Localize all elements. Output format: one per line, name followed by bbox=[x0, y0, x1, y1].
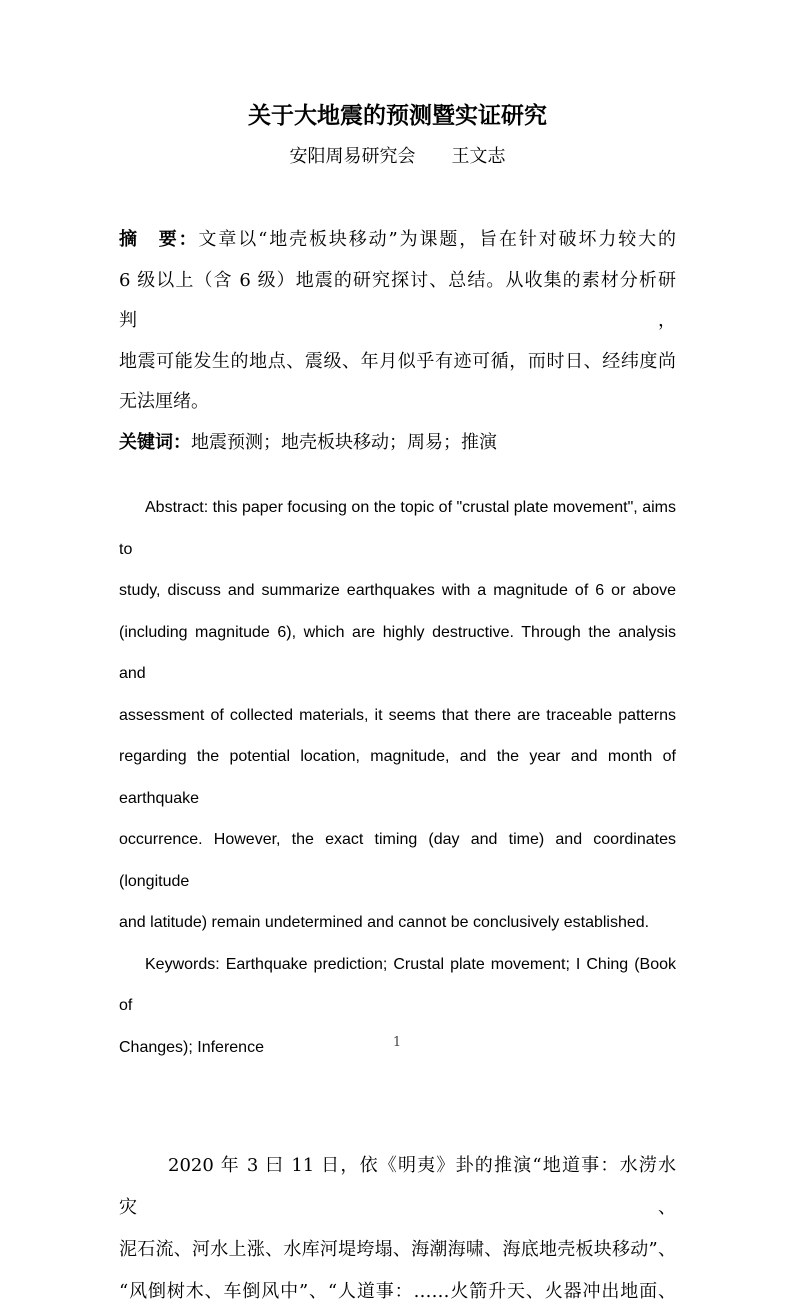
keywords-en-line: Keywords: Earthquake prediction; Crustal plate movement; I Ching (Book of bbox=[119, 955, 676, 1014]
abstract-en-paragraph bbox=[119, 487, 676, 944]
abstract-en-line: Abstract: this paper focusing on the topic of "crustal plate movement", aims to bbox=[119, 499, 676, 558]
keywords-cn-text: 地震预测；地壳板块移动；周易；推演 bbox=[191, 431, 497, 453]
abstract-en-line: regarding the potential location, magnitude, and the year and month of earthquake bbox=[119, 748, 676, 807]
byline-text: 安阳周易研究会 王文志 bbox=[289, 146, 506, 167]
abstract-cn-first-line-text: 文章以“地壳板块移动”为课题，旨在针对破坏力较大的 bbox=[198, 229, 676, 250]
keywords-cn-paragraph bbox=[119, 423, 676, 464]
byline bbox=[119, 144, 676, 170]
body-paragraph bbox=[119, 1145, 676, 1313]
abstract-en-line: assessment of collected materials, it seems that there are traceable patterns bbox=[119, 706, 676, 724]
abstract-cn-line: 6 级以上（含 6 级）地震的研究探讨、总结。从收集的素材分析研判， bbox=[119, 269, 676, 331]
abstract-cn-first-line bbox=[119, 220, 676, 261]
body-line: 泥石流、河水上涨、水库河堤垮塌、海潮海啸、海底地壳板块移动”、 bbox=[119, 1239, 676, 1260]
abstract-cn-label: 摘 要： bbox=[119, 229, 199, 250]
abstract-en-line: study, discuss and summarize earthquakes with a magnitude of 6 or above bbox=[119, 582, 676, 599]
body-line: 2020 年 3 曰 11 日，依《明夷》卦的推演“地道事：水涝水灾、 bbox=[119, 1155, 676, 1218]
abstract-cn-paragraph bbox=[119, 220, 676, 423]
keywords-cn-label: 关键词： bbox=[119, 431, 191, 453]
body-line: “风倒树木、车倒风中”、“人道事：……火箭升天、火器冲出地面、 bbox=[119, 1281, 676, 1302]
abstract-cn-line: 地震可能发生的地点、震级、年月似乎有迹可循，而时日、经纬度尚 bbox=[119, 350, 676, 372]
abstract-en-line: and latitude) remain undetermined and cannot be conclusively established. bbox=[119, 914, 650, 931]
abstract-en-line: occurrence. However, the exact timing (day and time) and coordinates (longitude bbox=[119, 831, 676, 890]
keywords-en-line: Changes); Inference bbox=[119, 1038, 264, 1056]
document-title: 关于大地震的预测暨实证研究 bbox=[248, 102, 547, 128]
page-number: 1 bbox=[392, 1035, 402, 1050]
abstract-cn-line: 无法厘绪。 bbox=[119, 391, 209, 412]
abstract-en-line: (including magnitude 6), which are highly destructive. Through the analysis and bbox=[119, 623, 676, 682]
